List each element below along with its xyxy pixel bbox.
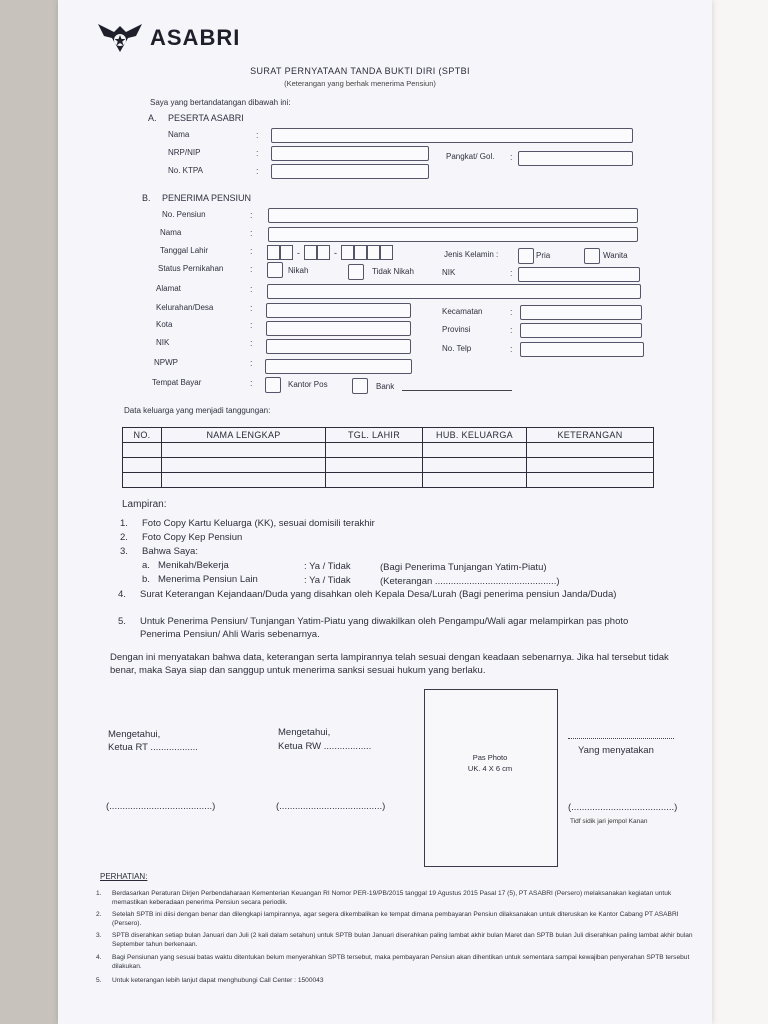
pria-checkbox[interactable] [518,248,534,264]
label-ktpa: No. KTPA [168,166,203,175]
lampiran-num-3: 3. [120,546,128,557]
label-no-pensiun: No. Pensiun [162,210,206,219]
col-tgl-lahir: TGL. LAHIR [326,428,423,443]
family-caption: Data keluarga yang menjadi tanggungan: [124,406,271,415]
perhatian-title: PERHATIAN: [100,872,148,881]
nik-right-field[interactable] [518,267,640,282]
lampiran-item-2: Foto Copy Kep Pensiun [142,532,243,543]
perhatian-note-5: Untuk keterangan lebih lanjut dapat menghubungi Call Center : 1500043 [112,977,324,984]
table-row[interactable] [123,473,654,488]
label-nrp: NRP/NIP [168,148,201,157]
colon: : [250,358,253,368]
label-npwp: NPWP [154,358,178,367]
note-num: 3. [96,932,102,939]
family-table-header [123,428,654,443]
thumbprint-note: Tidf sidik jari jempol Kanan [570,818,648,825]
form-title: SURAT PERNYATAAN TANDA BUKTI DIRI (SPTBI [250,66,470,76]
sub-letter-b: b. [142,574,150,585]
item-3a-note: (Bagi Penerima Tunjangan Yatim-Piatu) [380,562,547,573]
no-telp-field[interactable] [520,342,644,357]
ktpa-field[interactable] [271,164,429,179]
colon: : [250,303,253,313]
rt-signature-bracket[interactable]: (.......................................) [106,801,216,812]
tidak-nikah-checkbox[interactable] [348,264,364,280]
label-kota: Kota [156,320,173,329]
colon: : [256,148,259,158]
nama-a-field[interactable] [271,128,633,143]
colon: : [250,338,253,348]
year-digit-box[interactable] [341,245,354,260]
date-separator: - [334,247,337,258]
label-nik: NIK [156,338,170,347]
col-keterangan: KETERANGAN [527,428,654,443]
colon: : [250,264,253,274]
colon: : [250,320,253,330]
yang-menyatakan: Yang menyatakan [578,745,654,756]
item-3a-label: Menikah/Bekerja [158,560,229,571]
form-subtitle: (Keterangan yang berhak menerima Pensiun) [284,79,436,88]
lampiran-num-1: 1. [120,518,128,529]
col-nama-lengkap: NAMA LENGKAP [162,428,326,443]
month-digit-box[interactable] [317,245,330,260]
section-b-title: PENERIMA PENSIUN [162,193,252,203]
intro-text: Saya yang bertandatangan dibawah ini: [150,98,291,107]
declarer-signature-bracket[interactable]: (.......................................) [568,802,678,813]
tanggal-lahir-boxes [267,245,393,260]
item-3b-label: Menerima Pensiun Lain [158,574,258,585]
colon: : [256,166,259,176]
lampiran-item-4: Surat Keterangan Kejandaan/Duda yang disahkan oleh Kepala Desa/Lurah (Bagi penerima pensiun Janda/Duda) [140,589,617,600]
rt-ketua: Ketua RT .................. [108,742,198,753]
label-pria: Pria [536,251,551,260]
day-digit-box[interactable] [267,245,280,260]
bank-checkbox[interactable] [352,378,368,394]
day-digit-box[interactable] [280,245,293,260]
pas-photo-box[interactable] [424,689,558,867]
pangkat-field[interactable] [518,151,633,166]
note-num: 2. [96,911,102,918]
wanita-checkbox[interactable] [584,248,600,264]
section-b-heading: B. [142,193,151,203]
year-digit-box[interactable] [380,245,393,260]
lampiran-title: Lampiran: [122,499,167,510]
no-pensiun-field[interactable] [268,208,638,223]
provinsi-field[interactable] [520,323,642,338]
nrp-field[interactable] [271,146,429,161]
month-digit-box[interactable] [304,245,317,260]
label-nik-right: NIK [442,268,456,277]
item-3b-note: (Keterangan ..............................................) [380,576,560,587]
label-kelurahan: Kelurahan/Desa [156,303,214,312]
col-no: NO. [123,428,162,443]
npwp-field[interactable] [265,359,412,374]
label-tidak-nikah: Tidak Nikah [372,267,414,276]
item-3a-value: : Ya / Tidak [304,561,351,572]
label-wanita: Wanita [603,251,628,260]
table-row[interactable] [123,458,654,473]
label-provinsi: Provinsi [442,325,471,334]
colon: : [510,325,513,335]
label-kantor-pos: Kantor Pos [288,380,328,389]
note-num: 1. [96,890,102,897]
label-bank: Bank [376,382,395,391]
year-digit-box[interactable] [354,245,367,260]
pas-photo-line2: UK. 4 X 6 cm [467,764,513,773]
lampiran-num-4: 4. [118,589,126,600]
lampiran-num-2: 2. [120,532,128,543]
nikah-checkbox[interactable] [267,262,283,278]
eagle-shield-icon [96,18,144,58]
note-num: 5. [96,977,102,984]
label-status: Status Pernikahan [158,264,224,273]
rw-signature-bracket[interactable]: (.......................................) [276,801,386,812]
pas-photo-label [424,752,556,774]
colon: : [250,246,253,256]
kelurahan-field[interactable] [266,303,411,318]
lampiran-item-1: Foto Copy Kartu Keluarga (KK), sesuai domisili terakhir [142,518,375,529]
background-left [0,0,58,1024]
lampiran-item-5: Untuk Penerima Pensiun/ Tunjangan Yatim-Piatu yang diwakilkan oleh Pengampu/Wali agar melampirkan pas photo Penerima Pensiun/ Ahli Waris sebenarnya. [140,616,629,640]
nik-field[interactable] [266,339,411,354]
year-digit-box[interactable] [367,245,380,260]
kecamatan-field[interactable] [520,305,642,320]
asabri-logo [96,18,240,58]
colon: : [510,344,513,354]
label-tempat-bayar: Tempat Bayar [152,378,202,387]
lampiran-num-5: 5. [118,616,126,627]
colon: : [250,284,253,294]
brand-name: ASABRI [150,25,241,50]
nama-b-field[interactable] [268,227,638,242]
date-separator: - [297,247,300,258]
rw-mengetahui: Mengetahui, [278,727,331,738]
pas-photo-line1: Pas Photo [472,753,508,762]
label-tanggal-lahir: Tanggal Lahir [160,246,209,255]
label-pangkat: Pangkat/ Gol. [446,152,495,161]
kota-field[interactable] [266,321,411,336]
colon: : [510,152,513,162]
alamat-field[interactable] [267,284,641,299]
colon: : [510,307,513,317]
background-right [712,0,768,1024]
table-row[interactable] [123,443,654,458]
section-a-title: PESERTA ASABRI [168,113,244,123]
lampiran-item-3: Bahwa Saya: [142,546,198,557]
note-num: 4. [96,954,102,961]
kantor-pos-checkbox[interactable] [265,377,281,393]
label-nikah: Nikah [288,266,309,275]
perhatian-note-3: SPTB diserahkan setiap bulan Januari dan Juli (2 kali dalam setahun) untuk SPTB bulan Januari diserahkan paling lambat akhir bulan Maret dan SPTB bulan Juli diserahkan paling lambat akhir bulan September tahun berkenaan. [112,932,693,948]
label-kecamatan: Kecamatan [442,307,483,316]
label-no-telp: No. Telp [442,344,472,353]
section-a-heading: A. [148,113,157,123]
rt-mengetahui: Mengetahui, [108,729,161,740]
rw-ketua: Ketua RW .................. [278,741,372,752]
sub-letter-a: a. [142,560,150,571]
place-date-line[interactable] [568,738,674,739]
perhatian-note-4: Bagi Pensiunan yang sesuai batas waktu ditentukan belum menyerahkan SPTB tersebut, maka pembayaran Pensiun akan dihentikan untuk sementara sampai kewajiban penyerahan SPTB tersebut dilakukan. [112,954,690,970]
bank-name-line[interactable] [402,390,512,391]
colon: : [256,130,259,140]
family-table [122,427,654,488]
item-3b-value: : Ya / Tidak [304,575,351,586]
label-jenis-kelamin: Jenis Kelamin : [444,250,499,259]
perhatian-note-1: Berdasarkan Peraturan Dirjen Perbendaharaan Kementerian Keuangan RI Nomor PER-19/PB/2015 tanggal 19 Agustus 2015 Pasal 17 (5), PT ASABRI (Persero) melaksanakan kegiatan untuk memastikan keberadaan penerima Pensiun secara periodik. [112,890,672,906]
perhatian-note-2: Setelah SPTB ini diisi dengan benar dan dilengkapi lampirannya, agar segera dikembalikan ke tempat dimana pembayaran Pensiun dilaksanakan untuk diteruskan ke Kantor Cabang PT ASABRI (Persero). [112,911,679,927]
col-hub-keluarga: HUB. KELUARGA [423,428,527,443]
label-alamat: Alamat [156,284,181,293]
colon: : [510,268,513,278]
label-nama-a: Nama [168,130,190,139]
colon: : [250,378,253,388]
label-nama-b: Nama [160,228,182,237]
colon: : [250,210,253,220]
statement-paragraph: Dengan ini menyatakan bahwa data, keterangan serta lampirannya telah sesuai dengan keadaan sebenarnya. Jika hal tersebut tidak benar, maka Saya siap dan sanggup untuk menerima sanksi sesuai hukum yang berlaku. [110,652,669,676]
colon: : [250,228,253,238]
